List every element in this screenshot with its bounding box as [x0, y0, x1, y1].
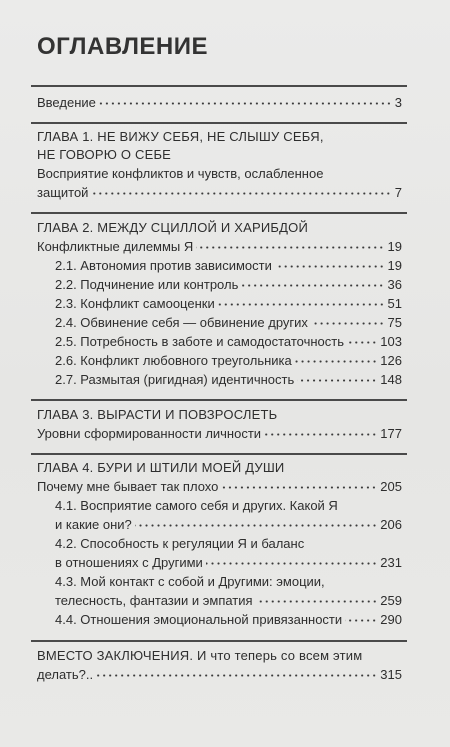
toc-entry-intro[interactable]	[37, 95, 402, 111]
toc-entry-page: 51	[387, 296, 402, 311]
toc-entry-label: и какие они?	[55, 517, 132, 532]
toc-entry-page: 148	[380, 372, 402, 387]
toc-entry-page: 206	[380, 517, 402, 532]
section-divider	[31, 399, 407, 401]
toc-entry-4-3[interactable]	[55, 593, 402, 609]
chapter-2-title[interactable]: ГЛАВА 2. МЕЖДУ СЦИЛЛОЙ И ХАРИБДОЙ	[37, 220, 308, 235]
dot-leader	[196, 246, 384, 249]
section-divider	[31, 640, 407, 642]
toc-entry-4-2[interactable]	[55, 555, 402, 571]
chapter-1-title-line1[interactable]: ГЛАВА 1. НЕ ВИЖУ СЕБЯ, НЕ СЛЫШУ СЕБЯ,	[37, 129, 324, 144]
toc-entry-ch2-sub[interactable]	[37, 239, 402, 255]
section-divider	[31, 212, 407, 214]
toc-entry-label: 2.4. Обвинение себя — обвинение других	[55, 315, 308, 330]
section-divider	[31, 453, 407, 455]
toc-entry-page: 19	[387, 239, 402, 254]
toc-entry-page: 36	[387, 277, 402, 292]
dot-leader	[135, 524, 378, 527]
toc-entry-page: 75	[387, 315, 402, 330]
toc-entry-label: Конфликтные дилеммы Я	[37, 239, 194, 254]
toc-entry-ch1-sub[interactable]	[37, 185, 402, 201]
toc-entry-2-6[interactable]	[55, 353, 402, 369]
toc-entry-2-2[interactable]	[55, 277, 402, 293]
dot-leader	[311, 322, 385, 325]
toc-entry-page: 259	[380, 593, 402, 608]
dot-leader	[347, 341, 377, 344]
toc-entry-label: 2.7. Размытая (ригидная) идентичность	[55, 372, 295, 387]
toc-entry-page: 7	[394, 185, 402, 200]
toc-entry-4-1[interactable]	[55, 517, 402, 533]
toc-entry-2-3[interactable]	[55, 296, 402, 312]
toc-entry-4-1-line1[interactable]: 4.1. Восприятие самого себя и других. Какой Я	[55, 498, 338, 513]
toc-entry-label: Уровни сформированности личности	[37, 426, 262, 441]
page-title: ОГЛАВЛЕНИЕ	[37, 33, 209, 60]
toc-entry-label: защитой	[37, 185, 89, 200]
toc-entry-label: в отношениях с Другими	[55, 555, 203, 570]
toc-entry-label: Почему мне бывает так плохо	[37, 479, 219, 494]
toc-entry-page: 205	[380, 479, 402, 494]
toc-entry-label: 2.5. Потребность в заботе и самодостаточность	[55, 334, 345, 349]
dot-leader	[206, 562, 378, 565]
dot-leader	[218, 303, 385, 306]
dot-leader	[295, 360, 378, 363]
chapter-3-title[interactable]: ГЛАВА 3. ВЫРАСТИ И ПОВЗРОСЛЕТЬ	[37, 407, 278, 422]
toc-entry-4-2-line1[interactable]: 4.2. Способность к регуляции Я и баланс	[55, 536, 305, 551]
toc-entry-page: 3	[394, 95, 402, 110]
toc-entry-2-7[interactable]	[55, 372, 402, 388]
dot-leader	[256, 600, 378, 603]
toc-entry-page: 177	[380, 426, 402, 441]
chapter-1-sub-line1[interactable]: Восприятие конфликтов и чувств, ослабленное	[37, 166, 324, 181]
toc-entry-label: 2.3. Конфликт самооценки	[55, 296, 215, 311]
dot-leader	[297, 379, 377, 382]
toc-entry-page: 19	[387, 258, 402, 273]
toc-entry-2-1[interactable]	[55, 258, 402, 274]
toc-entry-2-4[interactable]	[55, 315, 402, 331]
chapter-1-title-line2[interactable]: НЕ ГОВОРЮ О СЕБЕ	[37, 147, 172, 162]
toc-entry-page: 231	[380, 555, 402, 570]
toc-entry-label: Введение	[37, 95, 96, 110]
conclusion-line1[interactable]: ВМЕСТО ЗАКЛЮЧЕНИЯ. И что теперь со всем этим	[37, 648, 363, 663]
toc-entry-label: 4.4. Отношения эмоциональной привязанности	[55, 612, 343, 627]
toc-entry-ch3-sub[interactable]	[37, 426, 402, 442]
toc-entry-conclusion[interactable]	[37, 667, 402, 683]
toc-entry-page: 315	[380, 667, 402, 682]
dot-leader	[96, 674, 377, 677]
toc-entry-4-3-line1[interactable]: 4.3. Мой контакт с собой и Другими: эмоции,	[55, 574, 325, 589]
dot-leader	[275, 265, 385, 268]
dot-leader	[91, 192, 391, 195]
toc-entry-4-4[interactable]	[55, 612, 402, 628]
toc-entry-label: 2.1. Автономия против зависимости	[55, 258, 272, 273]
toc-entry-label: делать?..	[37, 667, 94, 682]
toc-entry-page: 126	[380, 353, 402, 368]
section-divider	[31, 122, 407, 124]
chapter-4-title[interactable]: ГЛАВА 4. БУРИ И ШТИЛИ МОЕЙ ДУШИ	[37, 460, 285, 475]
dot-leader	[264, 433, 377, 436]
dot-leader	[221, 486, 377, 489]
section-divider	[31, 85, 407, 87]
toc-entry-label: телесность, фантазии и эмпатия	[55, 593, 253, 608]
dot-leader	[241, 284, 384, 287]
toc-entry-label: 2.2. Подчинение или контроль	[55, 277, 239, 292]
toc-entry-page: 103	[380, 334, 402, 349]
toc-entry-label: 2.6. Конфликт любовного треугольника	[55, 353, 292, 368]
dot-leader	[345, 619, 377, 622]
dot-leader	[99, 102, 392, 105]
toc-entry-2-5[interactable]	[55, 334, 402, 350]
toc-entry-ch4-sub[interactable]	[37, 479, 402, 495]
toc-entry-page: 290	[380, 612, 402, 627]
